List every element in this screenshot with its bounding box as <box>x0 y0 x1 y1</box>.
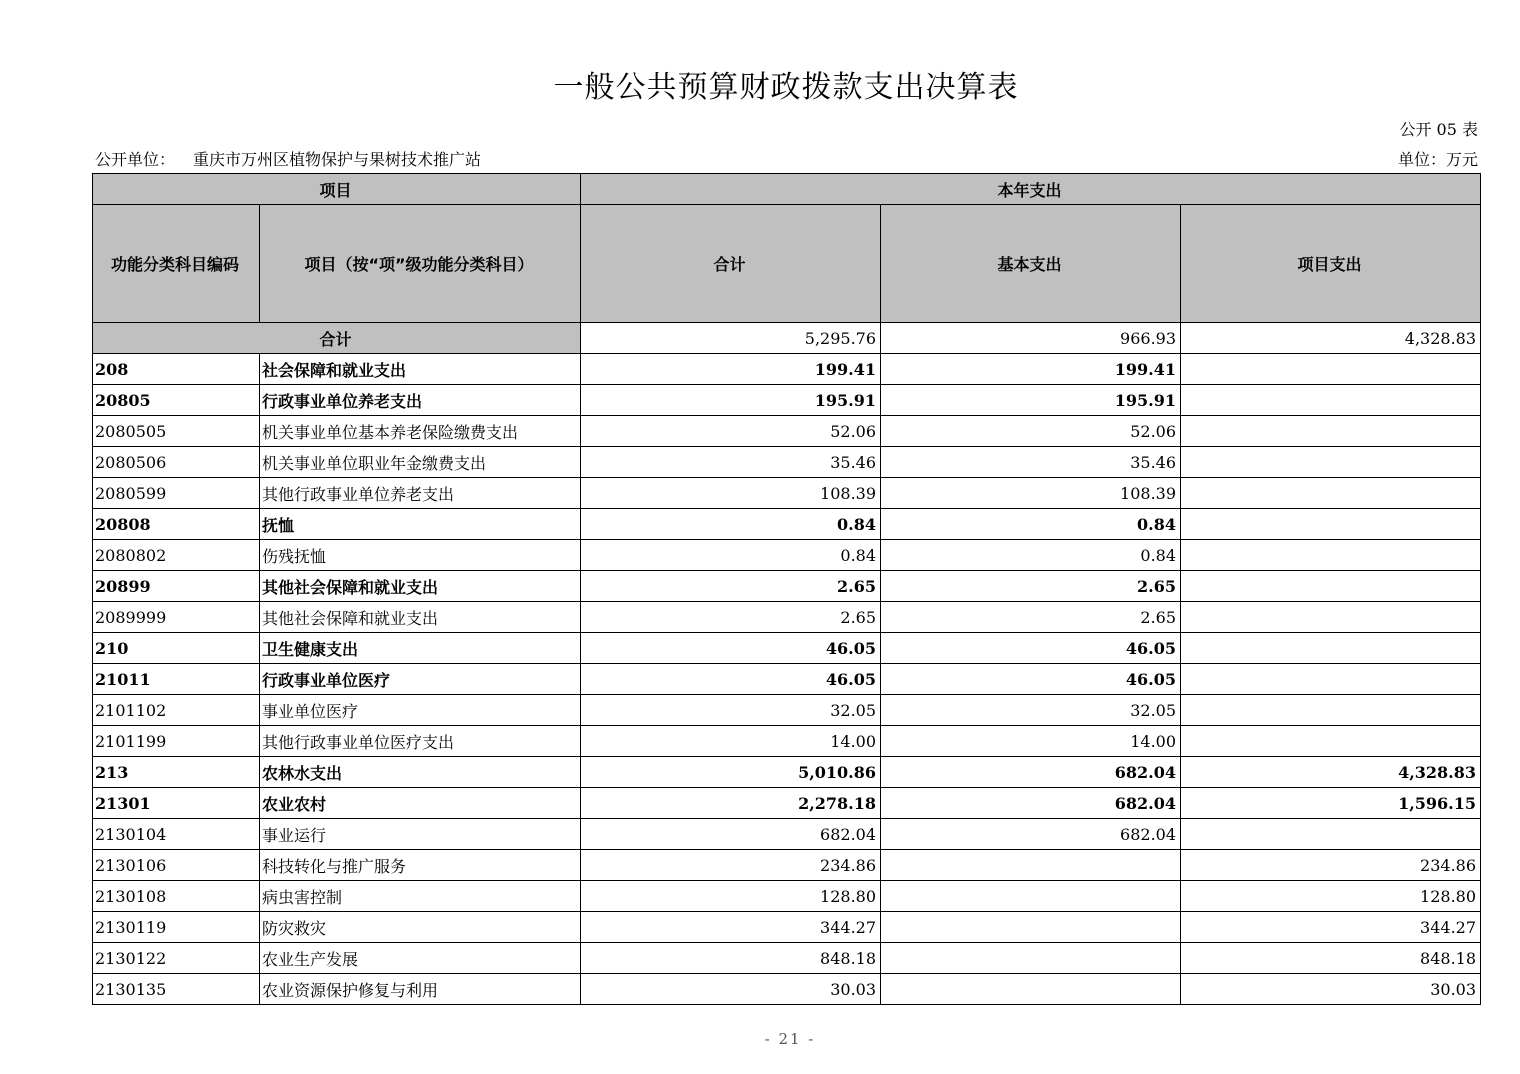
header-group-row <box>93 174 1481 205</box>
cell-total: 52.06 <box>581 416 881 447</box>
cell-code: 20808 <box>93 509 260 540</box>
cell-name: 农业农村 <box>260 788 581 819</box>
table-row <box>93 354 1481 385</box>
cell-project <box>1181 695 1481 726</box>
cell-total: 30.03 <box>581 974 881 1005</box>
cell-code: 2130106 <box>93 850 260 881</box>
cell-name: 其他行政事业单位医疗支出 <box>260 726 581 757</box>
cell-code: 2080506 <box>93 447 260 478</box>
cell-code: 2080599 <box>93 478 260 509</box>
table-row <box>93 385 1481 416</box>
cell-code: 20899 <box>93 571 260 602</box>
cell-name: 事业单位医疗 <box>260 695 581 726</box>
cell-basic <box>881 974 1181 1005</box>
cell-basic: 0.84 <box>881 509 1181 540</box>
cell-basic <box>881 881 1181 912</box>
table-row <box>93 850 1481 881</box>
table-row <box>93 912 1481 943</box>
total-project: 4,328.83 <box>1181 323 1481 354</box>
cell-project: 4,328.83 <box>1181 757 1481 788</box>
cell-project <box>1181 416 1481 447</box>
cell-total: 0.84 <box>581 540 881 571</box>
cell-name: 伤残抚恤 <box>260 540 581 571</box>
table-row <box>93 478 1481 509</box>
expenditure-table <box>92 173 1481 1005</box>
cell-project <box>1181 540 1481 571</box>
table-row <box>93 757 1481 788</box>
cell-total: 14.00 <box>581 726 881 757</box>
cell-name: 病虫害控制 <box>260 881 581 912</box>
cell-code: 2130135 <box>93 974 260 1005</box>
cell-basic: 32.05 <box>881 695 1181 726</box>
table-row <box>93 881 1481 912</box>
cell-total: 2.65 <box>581 571 881 602</box>
header-total: 合计 <box>581 205 881 323</box>
publishing-unit-label: 公开单位： <box>95 150 176 169</box>
cell-project <box>1181 385 1481 416</box>
cell-project <box>1181 354 1481 385</box>
cell-name: 卫生健康支出 <box>260 633 581 664</box>
total-row <box>93 323 1481 354</box>
header-project: 项目支出 <box>1181 205 1481 323</box>
cell-basic: 682.04 <box>881 788 1181 819</box>
cell-project <box>1181 602 1481 633</box>
cell-total: 46.05 <box>581 633 881 664</box>
cell-name: 机关事业单位基本养老保险缴费支出 <box>260 416 581 447</box>
cell-total: 2.65 <box>581 602 881 633</box>
table-row <box>93 509 1481 540</box>
page-number: - 21 - <box>764 1030 816 1048</box>
cell-basic: 682.04 <box>881 819 1181 850</box>
cell-name: 防灾救灾 <box>260 912 581 943</box>
header-code: 功能分类科目编码 <box>93 205 260 323</box>
cell-total: 46.05 <box>581 664 881 695</box>
cell-basic <box>881 912 1181 943</box>
cell-total: 35.46 <box>581 447 881 478</box>
cell-basic: 2.65 <box>881 571 1181 602</box>
cell-code: 2130122 <box>93 943 260 974</box>
table-row <box>93 819 1481 850</box>
cell-code: 2080505 <box>93 416 260 447</box>
cell-project: 30.03 <box>1181 974 1481 1005</box>
cell-name: 机关事业单位职业年金缴费支出 <box>260 447 581 478</box>
cell-project: 344.27 <box>1181 912 1481 943</box>
cell-code: 20805 <box>93 385 260 416</box>
cell-name: 农林水支出 <box>260 757 581 788</box>
cell-basic: 52.06 <box>881 416 1181 447</box>
table-row <box>93 416 1481 447</box>
cell-basic: 46.05 <box>881 664 1181 695</box>
cell-basic <box>881 943 1181 974</box>
header-group-item: 项目 <box>93 174 581 205</box>
cell-total: 128.80 <box>581 881 881 912</box>
cell-name: 行政事业单位医疗 <box>260 664 581 695</box>
cell-code: 2101199 <box>93 726 260 757</box>
cell-name: 农业资源保护修复与利用 <box>260 974 581 1005</box>
table-row <box>93 571 1481 602</box>
table-row <box>93 633 1481 664</box>
cell-code: 210 <box>93 633 260 664</box>
cell-project <box>1181 664 1481 695</box>
page-title: 一般公共预算财政拨款支出决算表 <box>553 70 1019 105</box>
cell-code: 208 <box>93 354 260 385</box>
cell-basic: 108.39 <box>881 478 1181 509</box>
cell-code: 2130108 <box>93 881 260 912</box>
cell-project <box>1181 726 1481 757</box>
cell-basic: 46.05 <box>881 633 1181 664</box>
cell-basic: 199.41 <box>881 354 1181 385</box>
cell-name: 其他社会保障和就业支出 <box>260 602 581 633</box>
cell-total: 2,278.18 <box>581 788 881 819</box>
cell-project: 128.80 <box>1181 881 1481 912</box>
cell-project: 1,596.15 <box>1181 788 1481 819</box>
publishing-unit-name: 重庆市万州区植物保护与果树技术推广站 <box>193 150 482 169</box>
cell-basic: 195.91 <box>881 385 1181 416</box>
cell-code: 21011 <box>93 664 260 695</box>
cell-project <box>1181 571 1481 602</box>
cell-code: 2080802 <box>93 540 260 571</box>
unit-line <box>95 147 1478 170</box>
cell-code: 2089999 <box>93 602 260 633</box>
cell-total: 5,010.86 <box>581 757 881 788</box>
cell-total: 848.18 <box>581 943 881 974</box>
header-group-expense: 本年支出 <box>581 174 1481 205</box>
cell-name: 事业运行 <box>260 819 581 850</box>
cell-name: 农业生产发展 <box>260 943 581 974</box>
table-row <box>93 540 1481 571</box>
cell-total: 344.27 <box>581 912 881 943</box>
cell-project: 848.18 <box>1181 943 1481 974</box>
cell-code: 213 <box>93 757 260 788</box>
table-number: 公开 05 表 <box>1399 120 1478 139</box>
cell-name: 其他社会保障和就业支出 <box>260 571 581 602</box>
cell-total: 108.39 <box>581 478 881 509</box>
cell-project: 234.86 <box>1181 850 1481 881</box>
cell-project <box>1181 633 1481 664</box>
cell-total: 0.84 <box>581 509 881 540</box>
cell-basic <box>881 850 1181 881</box>
cell-name: 行政事业单位养老支出 <box>260 385 581 416</box>
cell-code: 2130119 <box>93 912 260 943</box>
cell-project <box>1181 478 1481 509</box>
table-row <box>93 695 1481 726</box>
cell-basic: 2.65 <box>881 602 1181 633</box>
cell-name: 科技转化与推广服务 <box>260 850 581 881</box>
publishing-unit <box>95 147 481 170</box>
cell-basic: 0.84 <box>881 540 1181 571</box>
total-label: 合计 <box>93 323 581 354</box>
table-row <box>93 664 1481 695</box>
cell-project <box>1181 447 1481 478</box>
cell-total: 32.05 <box>581 695 881 726</box>
cell-code: 2130104 <box>93 819 260 850</box>
cell-total: 234.86 <box>581 850 881 881</box>
cell-total: 199.41 <box>581 354 881 385</box>
total-amount: 5,295.76 <box>581 323 881 354</box>
table-row <box>93 974 1481 1005</box>
table-row <box>93 943 1481 974</box>
table-row <box>93 602 1481 633</box>
cell-code: 2101102 <box>93 695 260 726</box>
cell-total: 682.04 <box>581 819 881 850</box>
cell-basic: 35.46 <box>881 447 1181 478</box>
table-row <box>93 726 1481 757</box>
cell-project <box>1181 509 1481 540</box>
header-column-row <box>93 205 1481 323</box>
cell-total: 195.91 <box>581 385 881 416</box>
cell-basic: 14.00 <box>881 726 1181 757</box>
total-basic: 966.93 <box>881 323 1181 354</box>
cell-name: 社会保障和就业支出 <box>260 354 581 385</box>
table-row <box>93 788 1481 819</box>
header-name: 项目（按“项”级功能分类科目） <box>260 205 581 323</box>
cell-basic: 682.04 <box>881 757 1181 788</box>
cell-project <box>1181 819 1481 850</box>
header-basic: 基本支出 <box>881 205 1181 323</box>
cell-code: 21301 <box>93 788 260 819</box>
table-row <box>93 447 1481 478</box>
cell-name: 抚恤 <box>260 509 581 540</box>
currency-unit: 单位：万元 <box>1397 150 1478 169</box>
cell-name: 其他行政事业单位养老支出 <box>260 478 581 509</box>
